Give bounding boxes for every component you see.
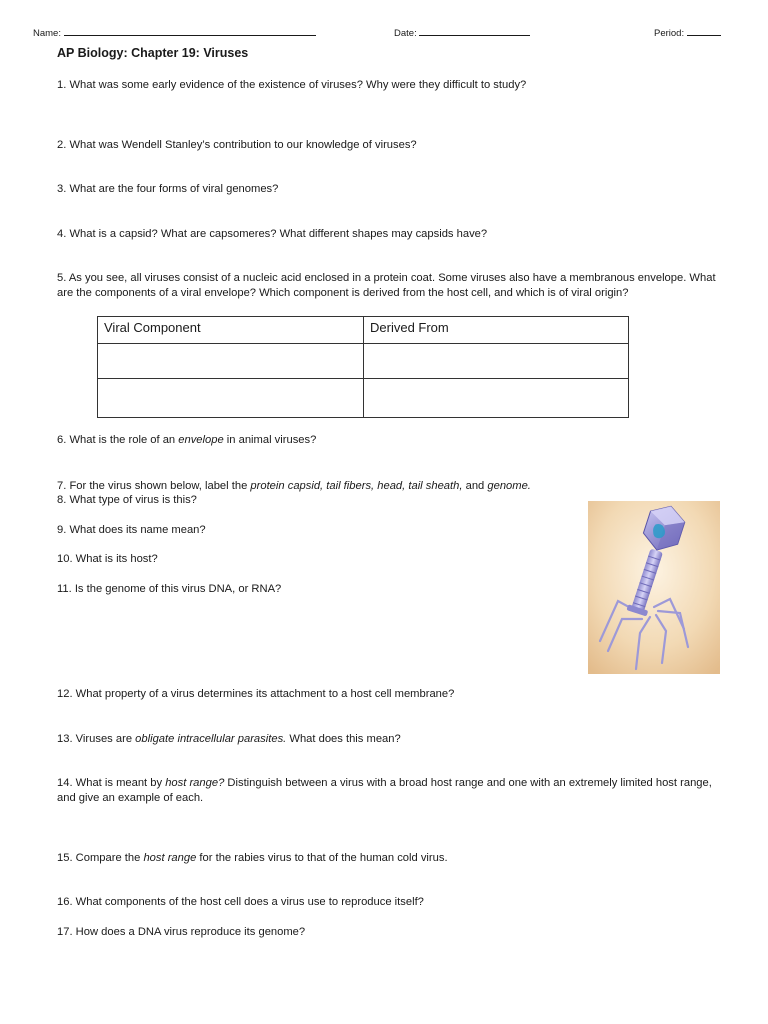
page-title: AP Biology: Chapter 19: Viruses [57, 46, 249, 60]
viral-component-table [97, 316, 629, 418]
table-cell[interactable] [364, 344, 629, 379]
q14-em: host range? [165, 777, 225, 789]
question-15 [57, 851, 448, 865]
question-8: 8. What type of virus is this? [57, 494, 197, 506]
question-14 [57, 776, 732, 806]
question-9: 9. What does its name mean? [57, 524, 206, 536]
date-label: Date: [394, 28, 417, 39]
q15-pre: 15. Compare the [57, 852, 144, 864]
name-field [33, 25, 316, 39]
table-cell[interactable] [98, 379, 364, 418]
question-2: 2. What was Wendell Stanley’s contribution to our knowledge of viruses? [57, 139, 417, 151]
table-cell[interactable] [98, 344, 364, 379]
question-6 [57, 433, 316, 447]
period-label: Period: [654, 28, 685, 39]
table-header-derived: Derived From [364, 317, 629, 344]
question-10: 10. What is its host? [57, 553, 158, 565]
q7-em2: genome. [487, 480, 531, 492]
question-16: 16. What components of the host cell does a virus use to reproduce itself? [57, 896, 424, 908]
q14-pre: 14. What is meant by [57, 777, 166, 789]
q7-pre: 7. For the virus shown below, label the [57, 480, 251, 492]
q13-post: What does this mean? [286, 733, 401, 745]
q13-em: obligate intracellular parasites. [135, 733, 287, 745]
question-13 [57, 732, 401, 746]
q13-pre: 13. Viruses are [57, 733, 136, 745]
date-field [394, 25, 530, 39]
q6-em: envelope [178, 434, 224, 446]
q6-pre: 6. What is the role of an [57, 434, 179, 446]
name-label: Name: [33, 28, 61, 39]
q7-em1: protein capsid, tail fibers, head, tail sheath, [250, 480, 463, 492]
q14-post: Distinguish between a virus with a broad host range and one with an extremely limited host range, and give an example of each. [57, 777, 712, 804]
q15-post: for the rabies virus to that of the human cold virus. [196, 852, 448, 864]
question-11: 11. Is the genome of this virus DNA, or RNA? [57, 583, 282, 595]
q7-mid: and [462, 480, 488, 492]
question-5: 5. As you see, all viruses consist of a nucleic acid enclosed in a protein coat. Some viruses also have a membranous envelope. What are the components of a viral envelope? Which component is derived from the host cell, and which is of viral origin? [57, 272, 716, 299]
question-7 [57, 479, 531, 493]
q6-post: in animal viruses? [223, 434, 317, 446]
table-header-component: Viral Component [98, 317, 364, 344]
name-blank[interactable] [64, 25, 316, 36]
question-17: 17. How does a DNA virus reproduce its genome? [57, 926, 306, 938]
question-12: 12. What property of a virus determines its attachment to a host cell membrane? [57, 688, 455, 700]
q15-em: host range [143, 852, 197, 864]
date-blank[interactable] [419, 25, 530, 36]
question-4: 4. What is a capsid? What are capsomeres? What different shapes may capsids have? [57, 228, 488, 240]
question-3: 3. What are the four forms of viral genomes? [57, 183, 279, 195]
bacteriophage-icon [588, 501, 720, 674]
question-1: 1. What was some early evidence of the existence of viruses? Why were they difficult to study? [57, 79, 527, 91]
period-blank[interactable] [687, 25, 721, 36]
table-cell[interactable] [364, 379, 629, 418]
period-field [654, 25, 721, 39]
bacteriophage-image [588, 501, 720, 674]
